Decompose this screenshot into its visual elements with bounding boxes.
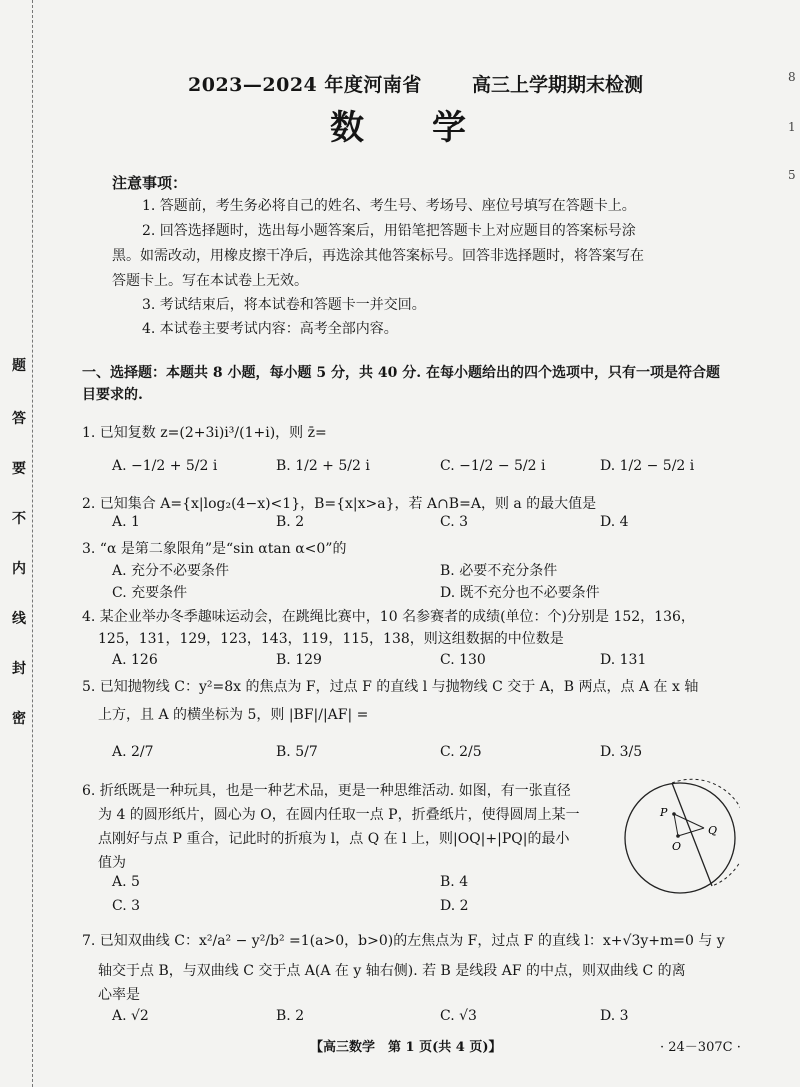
question-6-stem: 6. 折纸既是一种玩具，也是一种艺术品，更是一种思维活动. 如图，有一张直径	[82, 783, 571, 799]
question-1-option-a: A. −1/2 + 5/2 i	[112, 458, 218, 474]
point-p	[672, 812, 676, 816]
paper-circle	[625, 783, 735, 893]
question-1-option-c: C. −1/2 − 5/2 i	[440, 458, 546, 474]
question-2-option-b: B. 2	[276, 514, 305, 530]
question-6-option-c: C. 3	[112, 898, 141, 914]
question-7-option-c: C. √3	[440, 1008, 477, 1024]
question-2-option-c: C. 3	[440, 514, 469, 530]
question-2-stem: 2. 已知集合 A={x|log₂(4−x)<1}，B={x|x>a}，若 A∩B=A，则 a 的最大值是	[82, 496, 597, 512]
circle-fold-figure	[620, 778, 740, 898]
question-1-option-d: D. 1/2 − 5/2 i	[600, 458, 695, 474]
question-6-option-b: B. 4	[440, 874, 469, 890]
question-4-option-d: D. 131	[600, 652, 647, 668]
margin-char: 答	[12, 411, 26, 427]
question-3-option-a: A. 充分不必要条件	[112, 563, 230, 579]
question-4-stem: 4. 某企业举办冬季趣味运动会，在跳绳比赛中，10 名参赛者的成绩(单位：个)分别是 152，136，	[82, 609, 695, 625]
point-o	[676, 834, 680, 838]
question-3-option-d: D. 既不充分也不必要条件	[440, 585, 600, 601]
question-7-stem-cont: 心率是	[98, 987, 140, 1003]
question-7-stem: 7. 已知双曲线 C：x²/a² − y²/b² =1(a>0，b>0)的左焦点为 F，过点 F 的直线 l：x+√3y+m=0 与 y	[82, 933, 725, 949]
margin-char: 题	[12, 358, 26, 374]
label-o: O	[672, 840, 682, 853]
question-2-option-a: A. 1	[112, 514, 140, 530]
margin-char: 封	[12, 661, 26, 677]
margin-char: 要	[12, 461, 26, 477]
note-line: 1. 答题前，考生务必将自己的姓名、考生号、考场号、座位号填写在答题卡上。	[142, 198, 636, 214]
question-5-option-d: D. 3/5	[600, 744, 643, 760]
question-5-option-b: B. 5/7	[276, 744, 318, 760]
question-3-option-c: C. 充要条件	[112, 585, 188, 601]
question-7-option-b: B. 2	[276, 1008, 305, 1024]
note-line: 3. 考试结束后，将本试卷和答题卡一并交回。	[142, 297, 426, 313]
edge-mark: 5	[788, 168, 796, 182]
question-7-stem-cont: 轴交于点 B，与双曲线 C 交于点 A(A 在 y 轴右侧). 若 B 是线段 AF 的中点，则双曲线 C 的离	[98, 963, 686, 979]
notes-title: 注意事项：	[112, 174, 188, 192]
question-6-option-a: A. 5	[112, 874, 140, 890]
question-2-option-d: D. 4	[600, 514, 629, 530]
margin-char: 内	[12, 561, 26, 577]
question-4-option-c: C. 130	[440, 652, 486, 668]
segment-oq	[678, 828, 704, 836]
section-heading: 一、选择题：本题共 8 小题，每小题 5 分，共 40 分. 在每小题给出的四个选项中，只有一项是符合题目要求的.	[82, 365, 720, 403]
question-5-option-a: A. 2/7	[112, 744, 154, 760]
question-5-option-c: C. 2/5	[440, 744, 482, 760]
question-4-option-a: A. 126	[112, 652, 158, 668]
question-4-option-b: B. 129	[276, 652, 322, 668]
subject-title: 数学	[330, 108, 534, 148]
question-6-option-d: D. 2	[440, 898, 469, 914]
page-footer: 【高三数学 第 1 页(共 4 页)】	[310, 1040, 502, 1055]
question-3-option-b: B. 必要不充分条件	[440, 563, 558, 579]
exam-name: 高三上学期期末检测	[472, 74, 644, 96]
segment-op	[674, 814, 678, 836]
label-p: P	[660, 806, 668, 819]
question-4-stem-cont: 125，131，129，123，143，119，115，138，则这组数据的中位数是	[98, 631, 564, 647]
edge-mark: 1	[788, 120, 796, 134]
margin-char: 线	[12, 611, 26, 627]
question-1-stem: 1. 已知复数 z=(2+3i)i³/(1+i)，则 z̄=	[82, 425, 327, 441]
question-6-stem-cont: 值为	[98, 855, 126, 871]
edge-mark: 8	[788, 70, 796, 84]
margin-char: 不	[12, 511, 26, 527]
question-5-stem: 5. 已知抛物线 C：y²=8x 的焦点为 F，过点 F 的直线 l 与抛物线 C 交于 A，B 两点，点 A 在 x 轴	[82, 679, 699, 695]
note-line: 答题卡上。写在本试卷上无效。	[112, 273, 308, 289]
note-line: 黑。如需改动，用橡皮擦干净后，再选涂其他答案标号。回答非选择题时，将答案写在	[112, 248, 644, 264]
note-line: 4. 本试卷主要考试内容：高考全部内容。	[142, 321, 398, 337]
question-1-option-b: B. 1/2 + 5/2 i	[276, 458, 370, 474]
question-7-option-a: A. √2	[112, 1008, 149, 1024]
question-5-stem-cont: 上方，且 A 的横坐标为 5，则 |BF|/|AF| =	[98, 707, 369, 723]
note-line: 2. 回答选择题时，选出每小题答案后，用铅笔把答题卡上对应题目的答案标号涂	[142, 223, 636, 239]
paper-code: · 24－307C ·	[660, 1040, 741, 1055]
question-7-option-d: D. 3	[600, 1008, 629, 1024]
binding-line	[32, 0, 33, 1087]
label-q: Q	[708, 824, 718, 837]
question-6-stem-cont: 点刚好与点 P 重合，记此时的折痕为 l，点 Q 在 l 上，则|OQ|+|PQ|的最小	[98, 831, 570, 847]
question-3-stem: 3. “α 是第二象限角”是“sin αtan α<0”的	[82, 541, 347, 557]
exam-year-region: 2023—2024 年度河南省	[188, 74, 422, 96]
margin-char: 密	[12, 711, 26, 727]
question-6-stem-cont: 为 4 的圆形纸片，圆心为 O，在圆内任取一点 P，折叠纸片，使得圆周上某一	[98, 807, 580, 823]
